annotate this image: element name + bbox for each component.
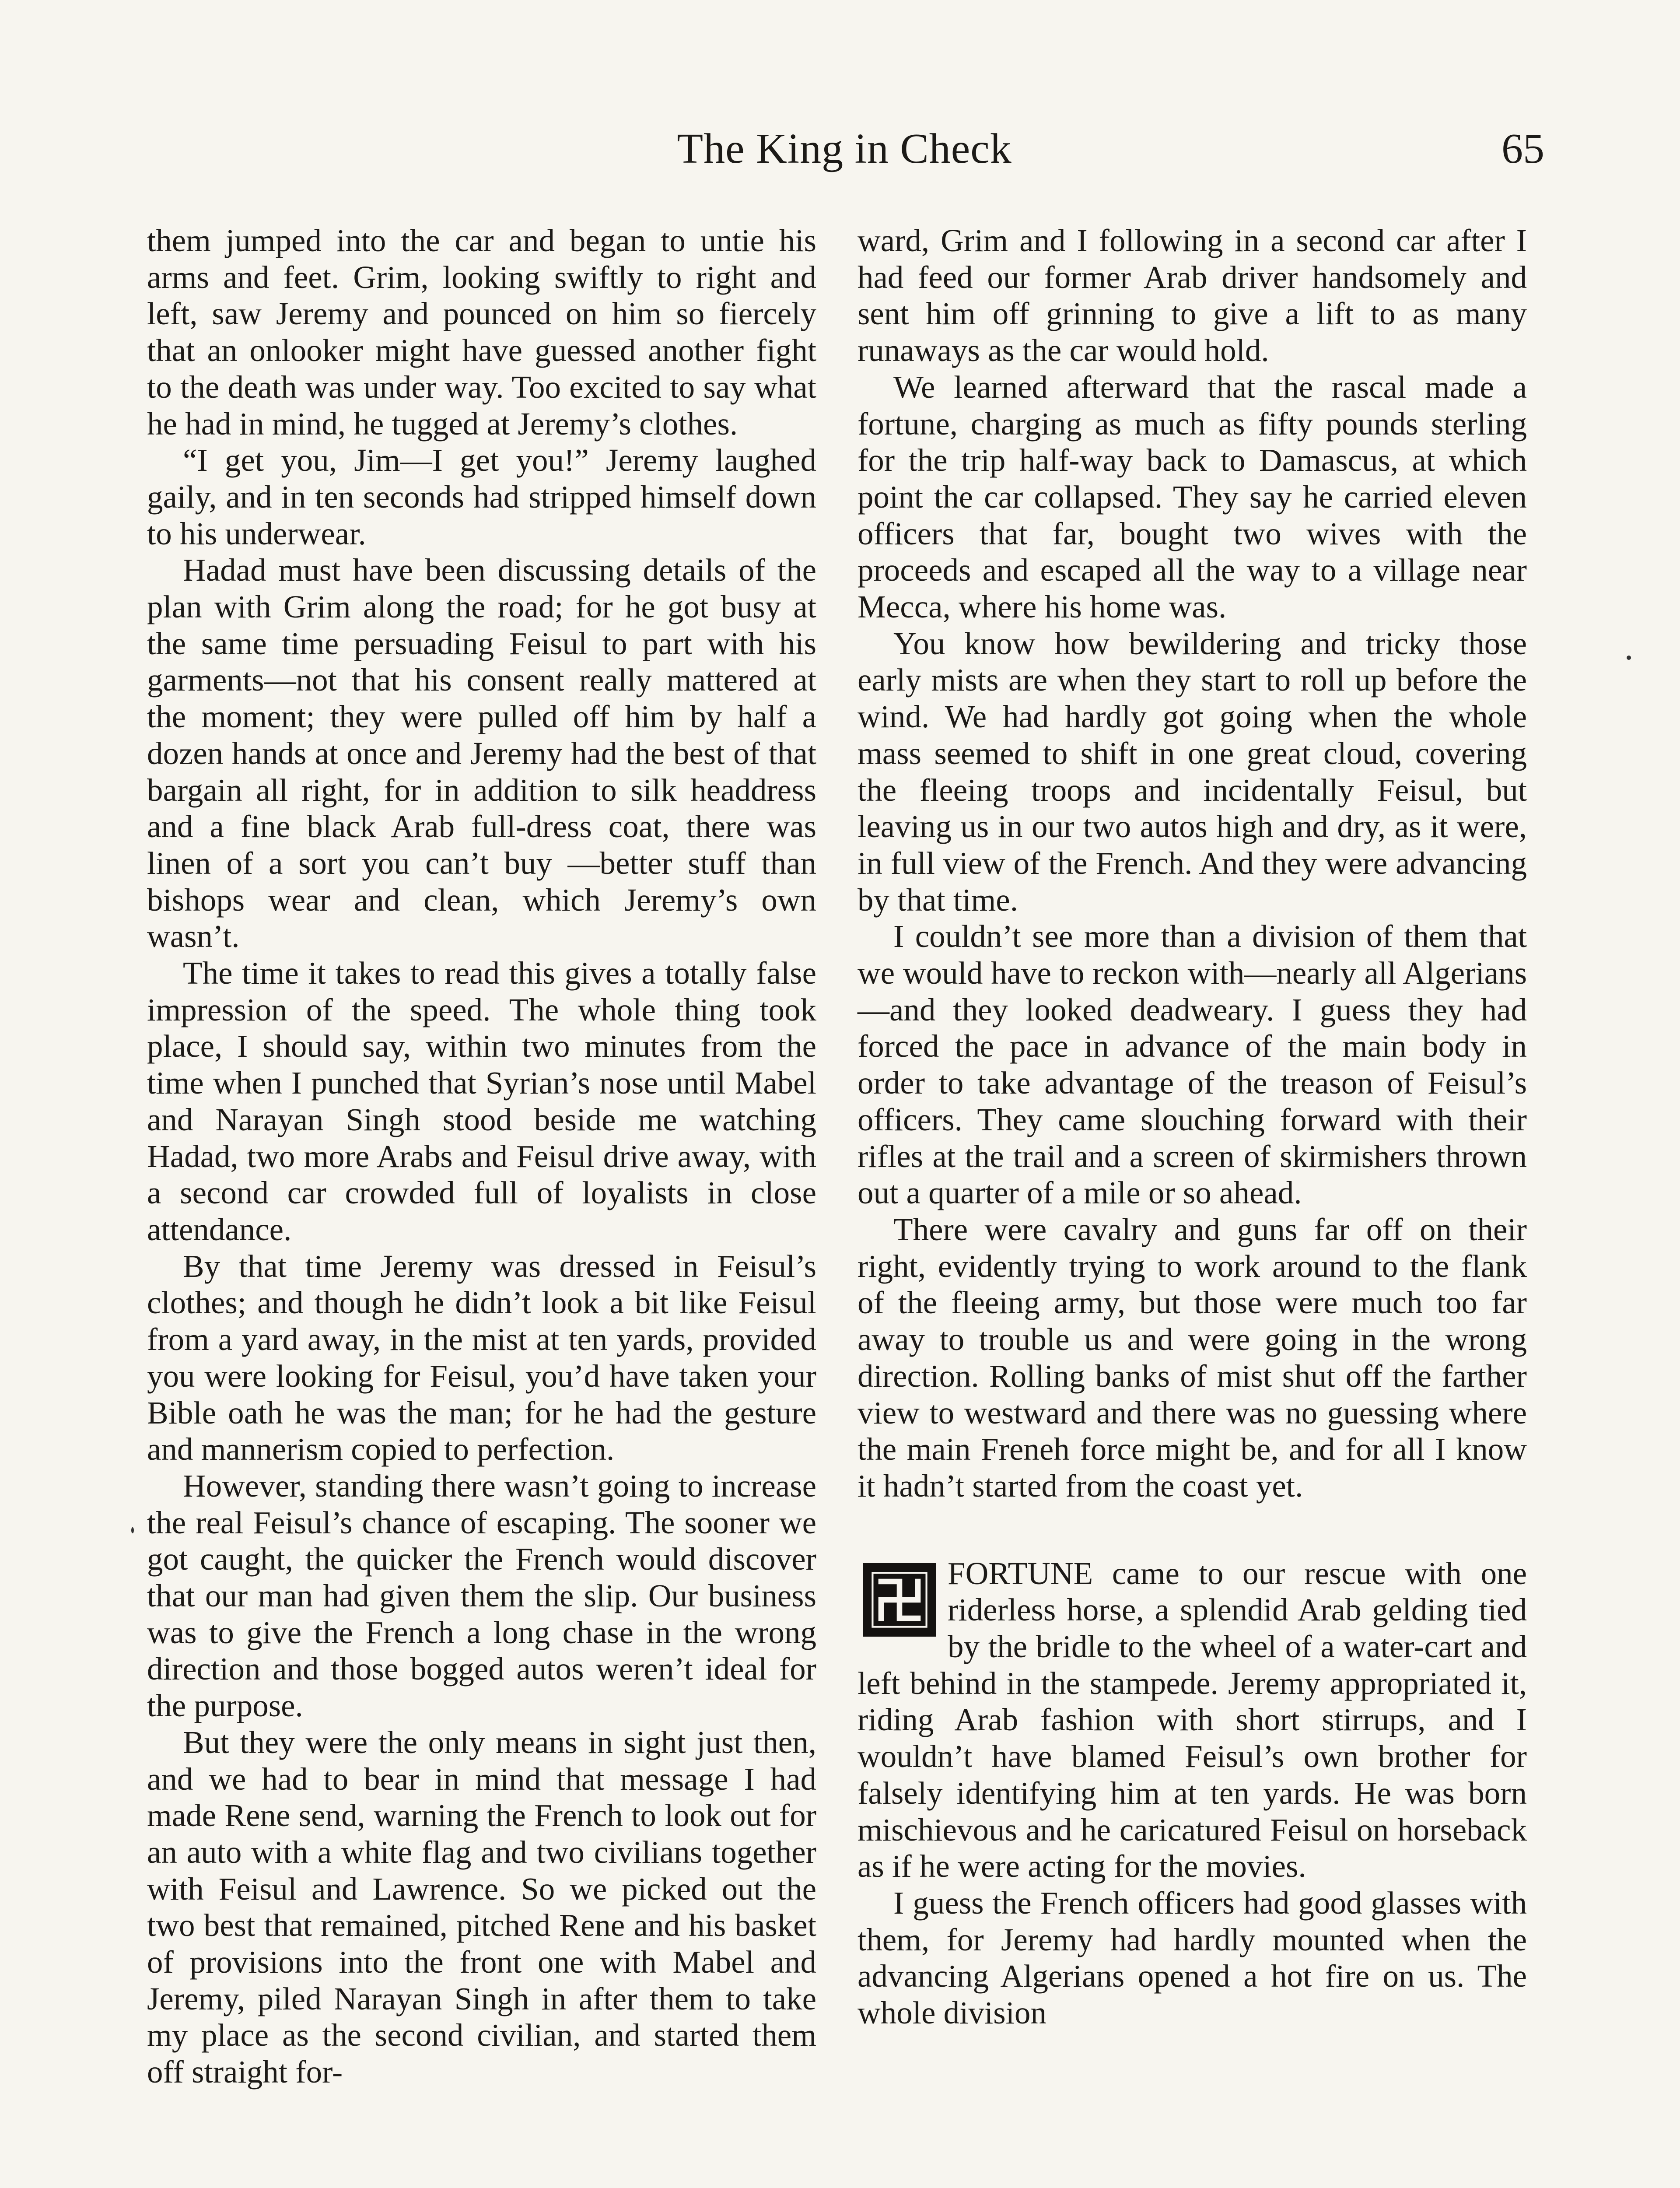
paragraph: By that time Jeremy was dressed in Feisul’s clothes; and though he didn’t look a bit like Feisul from a yard away, in the mist at ten yards, provided you were looking for Feisul, you’d have taken your Bible oath he was the man; for he had the gesture and mannerism copied to perfection. [147, 1248, 816, 1467]
paragraph: However, standing there wasn’t going to increase the real Feisul’s chance of escaping. The sooner we got caught, the quicker the French would discover that our man had given them the slip. Our business was to give the French a long chase in the wrong direction and those bogged autos weren’t ideal for the purpose. [147, 1468, 816, 1724]
ornamental-dropcap-icon [863, 1563, 936, 1637]
paragraph: “I get you, Jim—I get you!” Jeremy laughed gaily, and in ten seconds had stripped himself down to his underwear. [147, 442, 816, 551]
left-column [147, 222, 816, 2090]
dropcap-paragraph: FORTUNE came to our rescue with one riderless horse, a splendid Arab gelding tied by the bridle to the wheel of a water-cart and left behind in the stampede. Jeremy appropriated it, riding Arab fashion with short stirrups, and I wouldn’t have blamed Feisul’s own brother for falsely identifying him at ten yards. He was born mischievous and he caricatured Feisul on horseback as if he were acting for the movies. [858, 1555, 1527, 1884]
paragraph: I couldn’t see more than a division of them that we would have to reckon with—nearly all Algerians—and they looked deadweary. I guess they had forced the pace in advance of the main body in order to take advantage of the treason of Feisul’s officers. They came slouching forward with their rifles at the trail and a screen of skirmishers thrown out a quarter of a mile or so ahead. [858, 919, 1527, 1211]
paragraph: ward, Grim and I following in a second car after I had feed our former Arab driver handsomely and sent him off grinning to give a lift to as many runaways as the car would hold. [858, 223, 1527, 368]
paragraph: But they were the only means in sight just then, and we had to bear in mind that message I had made Rene send, warning the French to look out for an auto with a white flag and two civilians together with Feisul and Lawrence. So we picked out the two best that remained, pitched Rene and his basket of provisions into the front one with Mabel and Jeremy, piled Narayan Singh in after them to take my place as the second civilian, and started them off straight for- [147, 1724, 816, 2090]
page-number: 65 [1502, 125, 1544, 172]
paragraph: There were cavalry and guns far off on their right, evidently trying to work around to the flank of the fleeing army, but those were much too far away to trouble us and were going in the wrong direction. Rolling banks of mist shut off the farther view to westward and there was no guessing where the main Freneh force might be, and for all I know it hadn’t started from the coast yet. [858, 1211, 1527, 1504]
page-header [144, 118, 1544, 179]
paragraph: Hadad must have been discussing details of the plan with Grim along the road; for he got busy at the same time persuading Feisul to part with his garments—not that his consent really mattered at the moment; they were pulled off him by half a dozen hands at once and Jeremy had the best of that bargain all right, for in addition to silk headdress and a fine black Arab full-dress coat, there was linen of a sort you can’t buy —better stuff than bishops wear and clean, which Jeremy’s own wasn’t. [147, 552, 816, 954]
paragraph: I guess the French officers had good glasses with them, for Jeremy had hardly mounted when the advancing Algerians opened a hot fire on us. The whole division [858, 1885, 1527, 2031]
print-speck [1627, 656, 1631, 660]
section-break [858, 1504, 1527, 1555]
paragraph: them jumped into the car and began to untie his arms and feet. Grim, looking swiftly to right and left, saw Jeremy and pounced on him so fiercely that an onlooker might have guessed another fight to the death was under way. Too excited to say what he had in mind, he tugged at Jeremy’s clothes. [147, 223, 816, 442]
running-title: The King in Check [677, 125, 1012, 172]
right-column [858, 222, 1527, 2031]
paragraph: The time it takes to read this gives a totally false impression of the speed. The whole thing took place, I should say, within two minutes from the time when I punched that Syrian’s nose until Mabel and Narayan Singh stood beside me watching Hadad, two more Arabs and Feisul drive away, with a second car crowded full of loyalists in close attendance. [147, 955, 816, 1247]
print-speck [131, 1527, 134, 1533]
paragraph: You know how bewildering and tricky those early mists are when they start to roll up before the wind. We had hardly got going when the whole mass seemed to shift in one great cloud, covering the fleeing troops and incidentally Feisul, but leaving us in our two autos high and dry, as it were, in full view of the French. And they were advancing by that time. [858, 625, 1527, 918]
paragraph: We learned afterward that the rascal made a fortune, charging as much as fifty pounds sterling for the trip half-way back to Damascus, at which point the car collapsed. They say he carried eleven officers that far, bought two wives with the proceeds and escaped all the way to a village near Mecca, where his home was. [858, 369, 1527, 625]
